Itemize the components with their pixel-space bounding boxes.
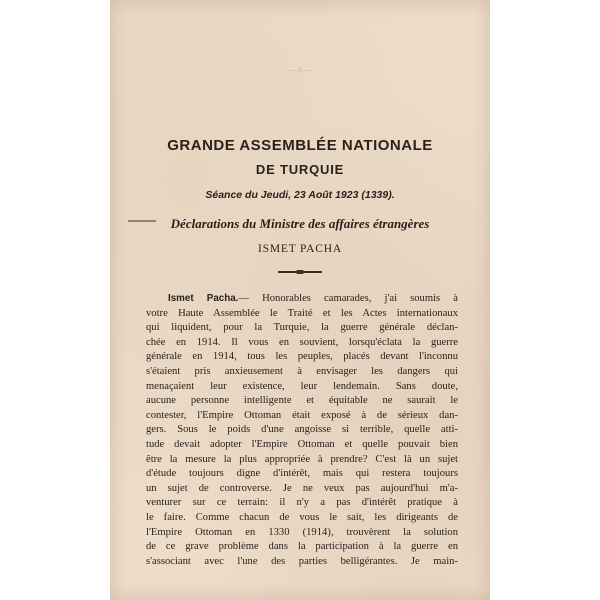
speech-line: chée en 1914. Il vous en souvient, lorsqu'éclata la guerre (146, 336, 458, 348)
speech-line (146, 292, 458, 307)
speech-line: d'étude toujours digne d'intérêt, mais qui restera toujours (146, 468, 458, 480)
ornamental-rule (278, 271, 322, 273)
speech-body (146, 292, 458, 569)
heading-assembly: GRANDE ASSEMBLÉE NATIONALE (167, 137, 433, 154)
speech-line: contester, l'Empire Ottoman était exposé à de sérieux dan- (146, 409, 458, 421)
speech-line: un sujet de controverse. Je ne veux pas aujourd'hui m'a- (146, 482, 458, 494)
page-number: — 5 — (289, 66, 311, 74)
speech-line: tude devait adopter l'Empire Ottoman et quelle pouvait bien (146, 438, 458, 450)
document-page (110, 0, 490, 600)
heading-minister: ISMET PACHA (258, 243, 342, 255)
speech-line: aucune personne intelligente et équitable ne saurait le (146, 395, 458, 407)
speech-line: s'associant avec l'une des parties belligérantes. Je main- (146, 555, 458, 567)
speaker-name: Ismet Pacha. (168, 293, 239, 304)
speech-line: s'étaient pris anxieusement à envisager les dangers qui (146, 365, 458, 377)
speech-line: gers. Sous le poids d'une angoisse si terrible, quelle atti- (146, 424, 458, 436)
speech-line: venturer sur ce terrain: il n'y a pas d'intérêt pratique à (146, 497, 458, 509)
speech-line: de ce grave problème dans la participation à la guerre en (146, 541, 458, 553)
speech-line: générale en 1914, tous les peuples, placés devant l'inconnu (146, 351, 458, 363)
heading-country: DE TURQUIE (255, 162, 345, 177)
speech-line: être la mesure la plus appropriée à prendre? C'est là un sujet (146, 453, 458, 465)
speech-line: qui liquident, pour la Turquie, la guerre générale déclan- (146, 322, 458, 334)
speech-line: menaçaient leur existence, leur lendemain. Sans doute, (146, 380, 458, 392)
speech-line: votre Haute Assemblée le Traité et les Actes internationaux (146, 307, 458, 319)
speech-line-text: — Honorables camarades, j'ai soumis à (238, 293, 458, 304)
speech-line: l'Empire Ottoman en 1330 (1914), trouvèrent la solution (146, 526, 458, 538)
speech-line: le faire. Comme chacun de vous le sait, les dirigeants de (146, 511, 458, 523)
heading-session: Séance du Jeudi, 23 Août 1923 (1339). (205, 189, 395, 201)
heading-declarations: Déclarations du Ministre des affaires étrangères (170, 216, 430, 231)
